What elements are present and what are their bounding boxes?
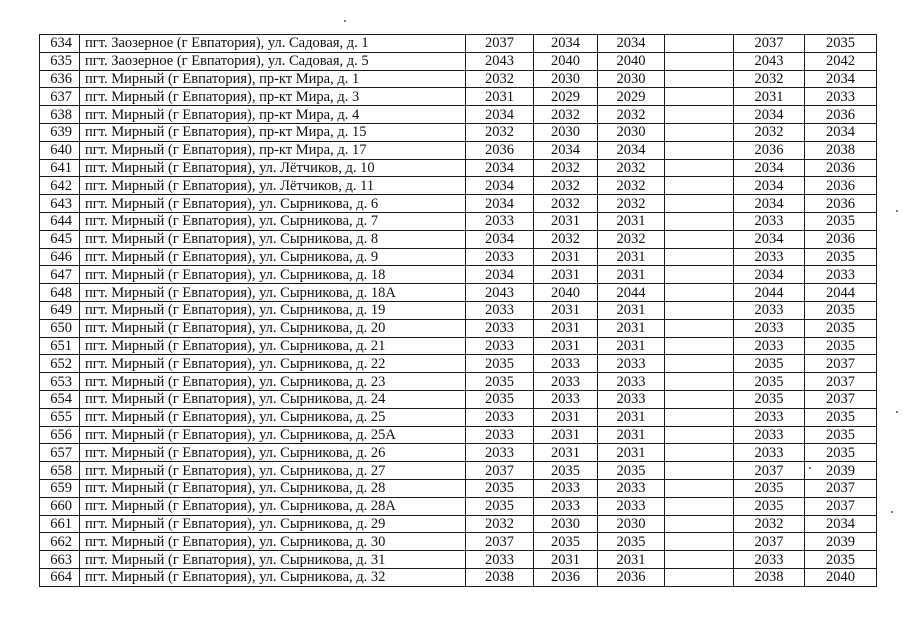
year-cell: 2033 xyxy=(598,355,665,373)
year-cell: 2034 xyxy=(534,141,598,159)
row-number-cell: 657 xyxy=(40,444,80,462)
address-cell: пгт. Мирный (г Евпатория), ул. Сырникова, д. 9 xyxy=(80,248,466,266)
address-cell: пгт. Заозерное (г Евпатория), ул. Садовая, д. 1 xyxy=(80,35,466,53)
table-row xyxy=(40,319,877,337)
address-cell: пгт. Мирный (г Евпатория), ул. Лётчиков, д. 11 xyxy=(80,177,466,195)
address-cell: пгт. Мирный (г Евпатория), ул. Сырникова, д. 21 xyxy=(80,337,466,355)
table-row xyxy=(40,212,877,230)
year-cell: 2031 xyxy=(534,444,598,462)
year-cell: 2035 xyxy=(805,426,877,444)
address-cell: пгт. Мирный (г Евпатория), ул. Сырникова, д. 18А xyxy=(80,284,466,302)
year-cell: 2034 xyxy=(734,195,805,213)
year-cell: 2035 xyxy=(805,212,877,230)
year-cell: 2035 xyxy=(466,390,534,408)
table-row xyxy=(40,355,877,373)
year-cell: 2031 xyxy=(534,248,598,266)
year-cell: 2030 xyxy=(534,123,598,141)
year-cell: 2038 xyxy=(734,568,805,586)
empty-cell xyxy=(665,266,734,284)
year-cell: 2033 xyxy=(598,390,665,408)
address-cell: пгт. Мирный (г Евпатория), ул. Сырникова, д. 30 xyxy=(80,533,466,551)
year-cell: 2033 xyxy=(466,248,534,266)
year-cell: 2031 xyxy=(534,408,598,426)
year-cell: 2044 xyxy=(734,284,805,302)
row-number-cell: 640 xyxy=(40,141,80,159)
year-cell: 2038 xyxy=(805,141,877,159)
table-row xyxy=(40,52,877,70)
year-cell: 2036 xyxy=(805,195,877,213)
row-number-cell: 643 xyxy=(40,195,80,213)
year-cell: 2033 xyxy=(466,426,534,444)
table-row xyxy=(40,301,877,319)
row-number-cell: 661 xyxy=(40,515,80,533)
year-cell: 2031 xyxy=(534,337,598,355)
year-cell: 2033 xyxy=(534,390,598,408)
year-cell: 2031 xyxy=(466,88,534,106)
address-cell: пгт. Мирный (г Евпатория), ул. Сырникова, д. 8 xyxy=(80,230,466,248)
year-cell: 2031 xyxy=(598,212,665,230)
year-cell: 2033 xyxy=(466,408,534,426)
year-cell: 2033 xyxy=(466,319,534,337)
year-cell: 2037 xyxy=(734,462,805,480)
year-cell: 2031 xyxy=(534,551,598,569)
table-row xyxy=(40,515,877,533)
year-cell: 2039 xyxy=(805,533,877,551)
year-cell: 2031 xyxy=(598,319,665,337)
address-cell: пгт. Мирный (г Евпатория), ул. Сырникова, д. 22 xyxy=(80,355,466,373)
year-cell: 2038 xyxy=(466,568,534,586)
address-cell: пгт. Мирный (г Евпатория), ул. Сырникова, д. 31 xyxy=(80,551,466,569)
year-cell: 2031 xyxy=(734,88,805,106)
housing-schedule-table xyxy=(39,34,877,587)
year-cell: 2031 xyxy=(598,551,665,569)
empty-cell xyxy=(665,355,734,373)
year-cell: 2031 xyxy=(598,266,665,284)
year-cell: 2035 xyxy=(466,479,534,497)
year-cell: 2034 xyxy=(805,515,877,533)
year-cell: 2034 xyxy=(466,159,534,177)
year-cell: 2035 xyxy=(734,390,805,408)
empty-cell xyxy=(665,497,734,515)
address-cell: пгт. Мирный (г Евпатория), ул. Сырникова, д. 29 xyxy=(80,515,466,533)
table-row xyxy=(40,159,877,177)
year-cell: 2031 xyxy=(534,212,598,230)
row-number-cell: 637 xyxy=(40,88,80,106)
year-cell: 2032 xyxy=(734,70,805,88)
year-cell: 2030 xyxy=(598,70,665,88)
year-cell: 2037 xyxy=(805,390,877,408)
year-cell: 2033 xyxy=(534,355,598,373)
address-cell: пгт. Мирный (г Евпатория), ул. Сырникова, д. 25А xyxy=(80,426,466,444)
year-cell: 2034 xyxy=(734,106,805,124)
address-cell: пгт. Мирный (г Евпатория), пр-кт Мира, д. 15 xyxy=(80,123,466,141)
table-row xyxy=(40,497,877,515)
year-cell: 2034 xyxy=(805,70,877,88)
table-row xyxy=(40,248,877,266)
year-cell: 2034 xyxy=(734,266,805,284)
address-cell: пгт. Мирный (г Евпатория), ул. Сырникова, д. 28 xyxy=(80,479,466,497)
scan-speck xyxy=(344,20,346,22)
year-cell: 2033 xyxy=(734,301,805,319)
table-row xyxy=(40,88,877,106)
table-row xyxy=(40,195,877,213)
empty-cell xyxy=(665,444,734,462)
row-number-cell: 649 xyxy=(40,301,80,319)
year-cell: 2035 xyxy=(805,248,877,266)
table-row xyxy=(40,426,877,444)
year-cell: 2035 xyxy=(466,373,534,391)
year-cell: 2036 xyxy=(466,141,534,159)
year-cell: 2031 xyxy=(598,426,665,444)
year-cell: 2032 xyxy=(598,177,665,195)
empty-cell xyxy=(665,159,734,177)
year-cell: 2040 xyxy=(534,284,598,302)
year-cell: 2033 xyxy=(734,444,805,462)
scan-speck xyxy=(896,411,898,413)
year-cell: 2037 xyxy=(805,355,877,373)
year-cell: 2030 xyxy=(598,515,665,533)
address-cell: пгт. Мирный (г Евпатория), ул. Сырникова, д. 28А xyxy=(80,497,466,515)
year-cell: 2035 xyxy=(734,497,805,515)
year-cell: 2032 xyxy=(534,177,598,195)
year-cell: 2035 xyxy=(598,462,665,480)
row-number-cell: 642 xyxy=(40,177,80,195)
table-row xyxy=(40,35,877,53)
row-number-cell: 660 xyxy=(40,497,80,515)
year-cell: 2032 xyxy=(734,123,805,141)
year-cell: 2035 xyxy=(805,444,877,462)
year-cell: 2032 xyxy=(534,195,598,213)
address-cell: пгт. Мирный (г Евпатория), пр-кт Мира, д. 4 xyxy=(80,106,466,124)
empty-cell xyxy=(665,319,734,337)
year-cell: 2033 xyxy=(466,444,534,462)
address-cell: пгт. Мирный (г Евпатория), ул. Сырникова, д. 7 xyxy=(80,212,466,230)
year-cell: 2039 xyxy=(805,462,877,480)
year-cell: 2043 xyxy=(734,52,805,70)
empty-cell xyxy=(665,515,734,533)
table-row xyxy=(40,373,877,391)
empty-cell xyxy=(665,141,734,159)
empty-cell xyxy=(665,123,734,141)
row-number-cell: 648 xyxy=(40,284,80,302)
year-cell: 2042 xyxy=(805,52,877,70)
table-row xyxy=(40,462,877,480)
row-number-cell: 651 xyxy=(40,337,80,355)
year-cell: 2036 xyxy=(805,106,877,124)
table-row xyxy=(40,479,877,497)
table-row xyxy=(40,337,877,355)
year-cell: 2032 xyxy=(598,195,665,213)
year-cell: 2030 xyxy=(534,515,598,533)
empty-cell xyxy=(665,195,734,213)
year-cell: 2032 xyxy=(466,70,534,88)
year-cell: 2035 xyxy=(805,301,877,319)
year-cell: 2032 xyxy=(734,515,805,533)
year-cell: 2030 xyxy=(534,70,598,88)
address-cell: пгт. Мирный (г Евпатория), ул. Сырникова, д. 19 xyxy=(80,301,466,319)
year-cell: 2036 xyxy=(805,230,877,248)
address-cell: пгт. Мирный (г Евпатория), пр-кт Мира, д. 17 xyxy=(80,141,466,159)
year-cell: 2034 xyxy=(598,141,665,159)
year-cell: 2032 xyxy=(598,159,665,177)
year-cell: 2036 xyxy=(598,568,665,586)
year-cell: 2036 xyxy=(534,568,598,586)
table-row xyxy=(40,266,877,284)
year-cell: 2035 xyxy=(534,462,598,480)
year-cell: 2037 xyxy=(805,479,877,497)
row-number-cell: 638 xyxy=(40,106,80,124)
year-cell: 2029 xyxy=(534,88,598,106)
row-number-cell: 635 xyxy=(40,52,80,70)
year-cell: 2033 xyxy=(466,212,534,230)
year-cell: 2034 xyxy=(805,123,877,141)
empty-cell xyxy=(665,70,734,88)
year-cell: 2033 xyxy=(734,212,805,230)
year-cell: 2034 xyxy=(598,35,665,53)
year-cell: 2033 xyxy=(466,337,534,355)
row-number-cell: 664 xyxy=(40,568,80,586)
year-cell: 2037 xyxy=(466,35,534,53)
year-cell: 2033 xyxy=(534,479,598,497)
row-number-cell: 647 xyxy=(40,266,80,284)
address-cell: пгт. Мирный (г Евпатория), ул. Сырникова, д. 27 xyxy=(80,462,466,480)
scan-speck xyxy=(891,511,893,513)
year-cell: 2037 xyxy=(805,497,877,515)
year-cell: 2035 xyxy=(805,408,877,426)
address-cell: пгт. Мирный (г Евпатория), ул. Сырникова, д. 26 xyxy=(80,444,466,462)
year-cell: 2033 xyxy=(734,248,805,266)
row-number-cell: 650 xyxy=(40,319,80,337)
year-cell: 2036 xyxy=(805,177,877,195)
table-row xyxy=(40,533,877,551)
address-cell: пгт. Мирный (г Евпатория), ул. Сырникова, д. 24 xyxy=(80,390,466,408)
year-cell: 2031 xyxy=(598,444,665,462)
empty-cell xyxy=(665,373,734,391)
table-row xyxy=(40,284,877,302)
year-cell: 2034 xyxy=(734,230,805,248)
scan-speck xyxy=(809,467,811,469)
address-cell: пгт. Мирный (г Евпатория), ул. Сырникова, д. 6 xyxy=(80,195,466,213)
year-cell: 2035 xyxy=(534,533,598,551)
year-cell: 2036 xyxy=(805,159,877,177)
scan-speck xyxy=(896,210,898,212)
table-row xyxy=(40,568,877,586)
table-row xyxy=(40,390,877,408)
year-cell: 2033 xyxy=(734,319,805,337)
year-cell: 2032 xyxy=(598,106,665,124)
empty-cell xyxy=(665,390,734,408)
empty-cell xyxy=(665,408,734,426)
year-cell: 2029 xyxy=(598,88,665,106)
year-cell: 2034 xyxy=(466,177,534,195)
table-row xyxy=(40,444,877,462)
empty-cell xyxy=(665,551,734,569)
year-cell: 2032 xyxy=(466,515,534,533)
year-cell: 2034 xyxy=(466,230,534,248)
year-cell: 2043 xyxy=(466,52,534,70)
table-row xyxy=(40,123,877,141)
year-cell: 2032 xyxy=(534,230,598,248)
year-cell: 2040 xyxy=(534,52,598,70)
year-cell: 2044 xyxy=(805,284,877,302)
year-cell: 2033 xyxy=(734,408,805,426)
year-cell: 2031 xyxy=(534,319,598,337)
year-cell: 2035 xyxy=(466,355,534,373)
year-cell: 2036 xyxy=(734,141,805,159)
year-cell: 2034 xyxy=(734,159,805,177)
year-cell: 2035 xyxy=(598,533,665,551)
year-cell: 2033 xyxy=(805,88,877,106)
empty-cell xyxy=(665,533,734,551)
row-number-cell: 654 xyxy=(40,390,80,408)
empty-cell xyxy=(665,568,734,586)
year-cell: 2031 xyxy=(534,266,598,284)
empty-cell xyxy=(665,426,734,444)
address-cell: пгт. Мирный (г Евпатория), пр-кт Мира, д. 3 xyxy=(80,88,466,106)
table-row xyxy=(40,551,877,569)
table-row xyxy=(40,70,877,88)
year-cell: 2035 xyxy=(805,319,877,337)
row-number-cell: 658 xyxy=(40,462,80,480)
table-row xyxy=(40,230,877,248)
year-cell: 2033 xyxy=(598,479,665,497)
row-number-cell: 645 xyxy=(40,230,80,248)
year-cell: 2034 xyxy=(534,35,598,53)
year-cell: 2032 xyxy=(466,123,534,141)
year-cell: 2044 xyxy=(598,284,665,302)
empty-cell xyxy=(665,52,734,70)
year-cell: 2037 xyxy=(466,533,534,551)
empty-cell xyxy=(665,248,734,266)
table-row xyxy=(40,177,877,195)
year-cell: 2035 xyxy=(734,355,805,373)
empty-cell xyxy=(665,35,734,53)
row-number-cell: 636 xyxy=(40,70,80,88)
year-cell: 2030 xyxy=(598,123,665,141)
year-cell: 2035 xyxy=(805,337,877,355)
year-cell: 2033 xyxy=(805,266,877,284)
row-number-cell: 663 xyxy=(40,551,80,569)
year-cell: 2043 xyxy=(466,284,534,302)
empty-cell xyxy=(665,301,734,319)
row-number-cell: 646 xyxy=(40,248,80,266)
year-cell: 2037 xyxy=(805,373,877,391)
row-number-cell: 656 xyxy=(40,426,80,444)
year-cell: 2033 xyxy=(734,551,805,569)
year-cell: 2032 xyxy=(534,159,598,177)
row-number-cell: 644 xyxy=(40,212,80,230)
address-cell: пгт. Мирный (г Евпатория), ул. Сырникова, д. 23 xyxy=(80,373,466,391)
year-cell: 2033 xyxy=(734,426,805,444)
year-cell: 2031 xyxy=(598,337,665,355)
empty-cell xyxy=(665,177,734,195)
table-row xyxy=(40,106,877,124)
row-number-cell: 641 xyxy=(40,159,80,177)
year-cell: 2035 xyxy=(466,497,534,515)
address-cell: пгт. Мирный (г Евпатория), ул. Лётчиков, д. 10 xyxy=(80,159,466,177)
empty-cell xyxy=(665,88,734,106)
year-cell: 2034 xyxy=(466,195,534,213)
year-cell: 2032 xyxy=(534,106,598,124)
address-cell: пгт. Мирный (г Евпатория), пр-кт Мира, д. 1 xyxy=(80,70,466,88)
empty-cell xyxy=(665,462,734,480)
row-number-cell: 662 xyxy=(40,533,80,551)
address-cell: пгт. Мирный (г Евпатория), ул. Сырникова, д. 18 xyxy=(80,266,466,284)
row-number-cell: 639 xyxy=(40,123,80,141)
year-cell: 2033 xyxy=(466,301,534,319)
empty-cell xyxy=(665,284,734,302)
empty-cell xyxy=(665,230,734,248)
year-cell: 2031 xyxy=(534,301,598,319)
address-cell: пгт. Заозерное (г Евпатория), ул. Садовая, д. 5 xyxy=(80,52,466,70)
year-cell: 2033 xyxy=(598,497,665,515)
empty-cell xyxy=(665,106,734,124)
year-cell: 2033 xyxy=(534,497,598,515)
year-cell: 2035 xyxy=(805,551,877,569)
year-cell: 2033 xyxy=(466,551,534,569)
year-cell: 2033 xyxy=(534,373,598,391)
row-number-cell: 659 xyxy=(40,479,80,497)
table-row xyxy=(40,408,877,426)
year-cell: 2031 xyxy=(598,248,665,266)
year-cell: 2035 xyxy=(805,35,877,53)
year-cell: 2031 xyxy=(534,426,598,444)
address-cell: пгт. Мирный (г Евпатория), ул. Сырникова, д. 32 xyxy=(80,568,466,586)
empty-cell xyxy=(665,479,734,497)
year-cell: 2035 xyxy=(734,479,805,497)
year-cell: 2033 xyxy=(598,373,665,391)
year-cell: 2031 xyxy=(598,408,665,426)
year-cell: 2040 xyxy=(598,52,665,70)
row-number-cell: 652 xyxy=(40,355,80,373)
year-cell: 2034 xyxy=(466,266,534,284)
year-cell: 2035 xyxy=(734,373,805,391)
year-cell: 2040 xyxy=(805,568,877,586)
year-cell: 2032 xyxy=(598,230,665,248)
table-body xyxy=(40,35,877,587)
row-number-cell: 653 xyxy=(40,373,80,391)
year-cell: 2037 xyxy=(466,462,534,480)
year-cell: 2034 xyxy=(734,177,805,195)
year-cell: 2033 xyxy=(734,337,805,355)
address-cell: пгт. Мирный (г Евпатория), ул. Сырникова, д. 20 xyxy=(80,319,466,337)
year-cell: 2037 xyxy=(734,533,805,551)
year-cell: 2034 xyxy=(466,106,534,124)
year-cell: 2037 xyxy=(734,35,805,53)
row-number-cell: 634 xyxy=(40,35,80,53)
table-row xyxy=(40,141,877,159)
row-number-cell: 655 xyxy=(40,408,80,426)
year-cell: 2031 xyxy=(598,301,665,319)
empty-cell xyxy=(665,212,734,230)
address-cell: пгт. Мирный (г Евпатория), ул. Сырникова, д. 25 xyxy=(80,408,466,426)
empty-cell xyxy=(665,337,734,355)
